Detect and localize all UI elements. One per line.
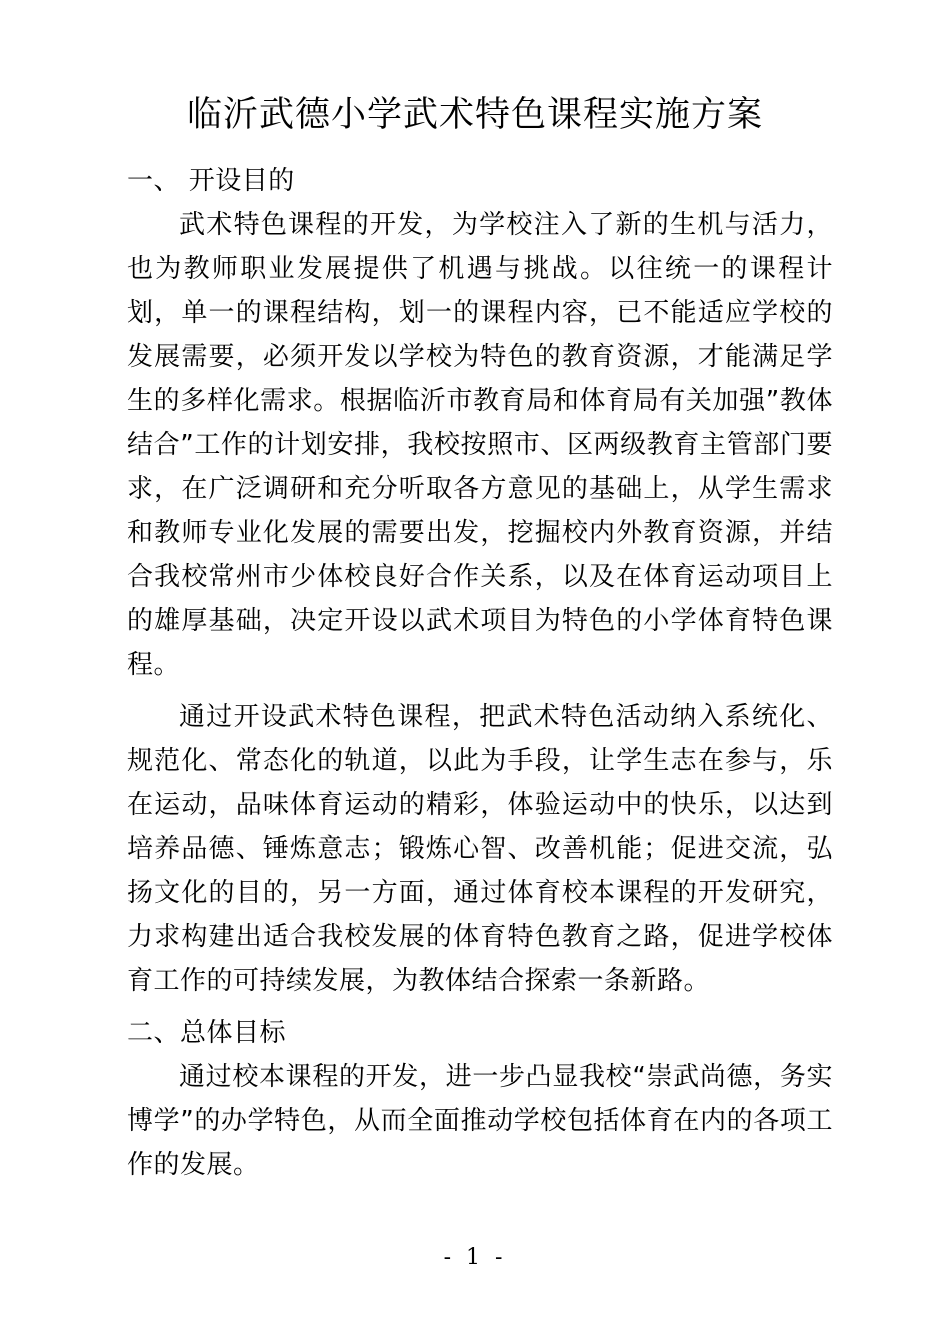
paragraph: 武术特色课程的开发，为学校注入了新的生机与活力，也为教师职业发展提供了机遇与挑战。以往统一的课程计划，单一的课程结构，划一的课程内容，已不能适应学校的发展需要，必须开发以学校为特色的教育资源，才能满足学生的多样化需求。根据临沂市教育局和体育局有关加强”教体结合”工作的计划安排，我校按照市、区两级教育主管部门要求，在广泛调研和充分听取各方意见的基础上，从学生需求和教师专业化发展的需要出发，挖掘校内外教育资源，并结合我校常州市少体校良好合作关系，以及在体育运动项目上的雄厚基础，决定开设以武术项目为特色的小学体育特色课程。 [127,210,833,680]
paragraph: 通过开设武术特色课程，把武术特色活动纳入系统化、规范化、常态化的轨道，以此为手段，让学生志在参与，乐在运动，品味体育运动的精彩，体验运动中的快乐，以达到培养品德、锤炼意志；锻炼心智、改善机能；促进交流，弘扬文化的目的，另一方面，通过体育校本课程的开发研究，力求构建出适合我校发展的体育特色教育之路，促进学校体育工作的可持续发展，为教体结合探索一条新路。 [127,702,833,996]
document-title: 临沂武德小学武术特色课程实施方案 [186,95,763,135]
document-body [127,159,833,1187]
section-heading-overall-goal: 二、总体目标 [127,1018,287,1048]
page-number: - 1 - [443,1245,507,1270]
paragraph: 通过校本课程的开发，进一步凸显我校“崇武尚德，务实博学”的办学特色，从而全面推动学校包括体育在内的各项工作的发展。 [127,1062,833,1180]
section-heading-purpose: 一、 开设目的 [127,166,295,196]
